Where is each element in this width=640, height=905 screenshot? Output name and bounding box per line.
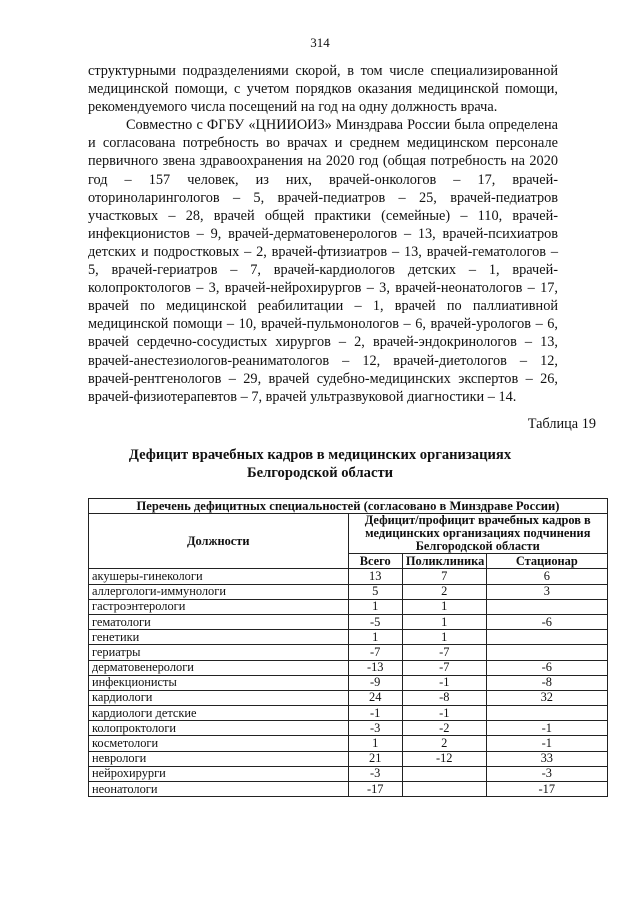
table-row	[89, 690, 608, 705]
hospital-cell	[486, 630, 607, 645]
hospital-header: Стационар	[486, 554, 607, 569]
body-text	[88, 62, 558, 406]
list-header: Перечень дефицитных специальностей (согласовано в Минздраве России)	[89, 499, 608, 514]
total-cell: 21	[348, 751, 402, 766]
specialty-cell: дерматовенерологи	[89, 660, 349, 675]
specialty-cell: косметологи	[89, 736, 349, 751]
specialty-cell: аллергологи-иммунологи	[89, 584, 349, 599]
hospital-cell: -6	[486, 614, 607, 629]
paragraph-1: структурными подразделениями скорой, в том числе специализированной медицинской помощи, с учетом порядков оказания медицинской помощи, рекомендуемого числа посещений на год на одну должность врача.	[88, 63, 558, 116]
table-title-line-2: Белгородской области	[246, 465, 394, 481]
polyclinic-cell: -1	[402, 675, 486, 690]
polyclinic-cell: -12	[402, 751, 486, 766]
table-row	[89, 660, 608, 675]
total-cell: -13	[348, 660, 402, 675]
specialty-cell: колопроктологи	[89, 721, 349, 736]
table-row	[89, 782, 608, 797]
polyclinic-cell	[402, 766, 486, 781]
specialty-cell: нейрохирурги	[89, 766, 349, 781]
table-caption: Таблица 19	[527, 416, 596, 432]
hospital-cell: 33	[486, 751, 607, 766]
total-cell: -3	[348, 766, 402, 781]
specialty-cell: гастроэнтерологи	[89, 599, 349, 614]
total-cell: -7	[348, 645, 402, 660]
table-row	[89, 751, 608, 766]
paragraph-2: Совместно с ФГБУ «ЦНИИОИЗ» Минздрава России была определена и согласована потребность во врачах и среднем медицинском персонале первичного звена здравоохранения на 2020 год (общая потребность на 2020 год – 157 человек, из них, врачей-онкологов – 17, врачей-оториноларингологов – 5, врачей-педиатров – 25, врачей-педиатров участковых – 28, врачей общей практики (семейные) – 110, врачей-инфекционистов – 9, врачей-дерматовенерологов – 13, врачей-психиатров детских и подростковых – 2, врачей-фтизиатров – 13, врачей-гематологов – 5, врачей-гериатров – 7, врачей-кардиологов детских – 1, врачей-колопроктологов – 3, врачей-нейрохирургов – 3, врачей-неонатологов – 17, врачей по медицинской реабилитации – 1, врачей по паллиативной медицинской помощи – 10, врачей-пульмонологов – 6, врачей-урологов – 6, врачей сердечно-сосудистых хирургов – 2, врачей-эндокринологов – 13, врачей-анестезиологов-реаниматологов – 12, врачей-диетологов – 12, врачей-рентгенологов – 29, врачей судебно-медицинских экспертов – 26, врачей-физиотерапевтов – 7, врачей ультразвуковой диагностики – 14.	[88, 117, 558, 405]
total-cell: 1	[348, 736, 402, 751]
total-cell: 1	[348, 599, 402, 614]
hospital-cell: 3	[486, 584, 607, 599]
total-cell: 5	[348, 584, 402, 599]
polyclinic-cell: 2	[402, 736, 486, 751]
table-title-line-1: Дефицит врачебных кадров в медицинских организациях	[128, 447, 512, 463]
polyclinic-header: Поликлиника	[402, 554, 486, 569]
polyclinic-cell: 1	[402, 630, 486, 645]
total-header: Всего	[348, 554, 402, 569]
specialty-cell: кардиологи	[89, 690, 349, 705]
total-cell: -1	[348, 706, 402, 721]
polyclinic-cell: 7	[402, 569, 486, 584]
table-row	[89, 569, 608, 584]
hospital-cell: -6	[486, 660, 607, 675]
polyclinic-cell: -8	[402, 690, 486, 705]
table-row	[89, 614, 608, 629]
total-cell: 1	[348, 630, 402, 645]
polyclinic-cell: 1	[402, 614, 486, 629]
specialty-cell: акушеры-гинекологи	[89, 569, 349, 584]
hospital-cell: -17	[486, 782, 607, 797]
total-cell: -5	[348, 614, 402, 629]
polyclinic-cell: -7	[402, 645, 486, 660]
table-row	[89, 721, 608, 736]
hospital-cell: -1	[486, 721, 607, 736]
polyclinic-cell: -1	[402, 706, 486, 721]
page-number: 314	[310, 35, 330, 50]
hospital-cell: -1	[486, 736, 607, 751]
specialty-cell: инфекционисты	[89, 675, 349, 690]
total-cell: -17	[348, 782, 402, 797]
table-row	[89, 736, 608, 751]
table-row	[89, 766, 608, 781]
specialty-cell: неонатологи	[89, 782, 349, 797]
table-row	[89, 584, 608, 599]
total-cell: 13	[348, 569, 402, 584]
specialty-cell: неврологи	[89, 751, 349, 766]
hospital-cell	[486, 645, 607, 660]
hospital-cell	[486, 706, 607, 721]
hospital-cell: -8	[486, 675, 607, 690]
hospital-cell	[486, 599, 607, 614]
table-row	[89, 675, 608, 690]
total-cell: -9	[348, 675, 402, 690]
hospital-cell: 6	[486, 569, 607, 584]
specialty-cell: генетики	[89, 630, 349, 645]
specialty-cell: гематологи	[89, 614, 349, 629]
polyclinic-cell: -2	[402, 721, 486, 736]
hospital-cell: -3	[486, 766, 607, 781]
table-title	[0, 446, 640, 482]
deficit-table	[88, 498, 608, 797]
polyclinic-cell	[402, 782, 486, 797]
specialty-cell: гериатры	[89, 645, 349, 660]
table-row	[89, 706, 608, 721]
table-body	[89, 569, 608, 797]
specialty-cell: кардиологи детские	[89, 706, 349, 721]
table-row	[89, 645, 608, 660]
total-cell: 24	[348, 690, 402, 705]
deficit-header: Дефицит/профицит врачебных кадров в медицинских организациях подчинения Белгородской области	[348, 514, 608, 554]
hospital-cell: 32	[486, 690, 607, 705]
post-header: Должности	[89, 514, 349, 569]
total-cell: -3	[348, 721, 402, 736]
polyclinic-cell: -7	[402, 660, 486, 675]
polyclinic-cell: 1	[402, 599, 486, 614]
polyclinic-cell: 2	[402, 584, 486, 599]
table-row	[89, 599, 608, 614]
table-row	[89, 630, 608, 645]
